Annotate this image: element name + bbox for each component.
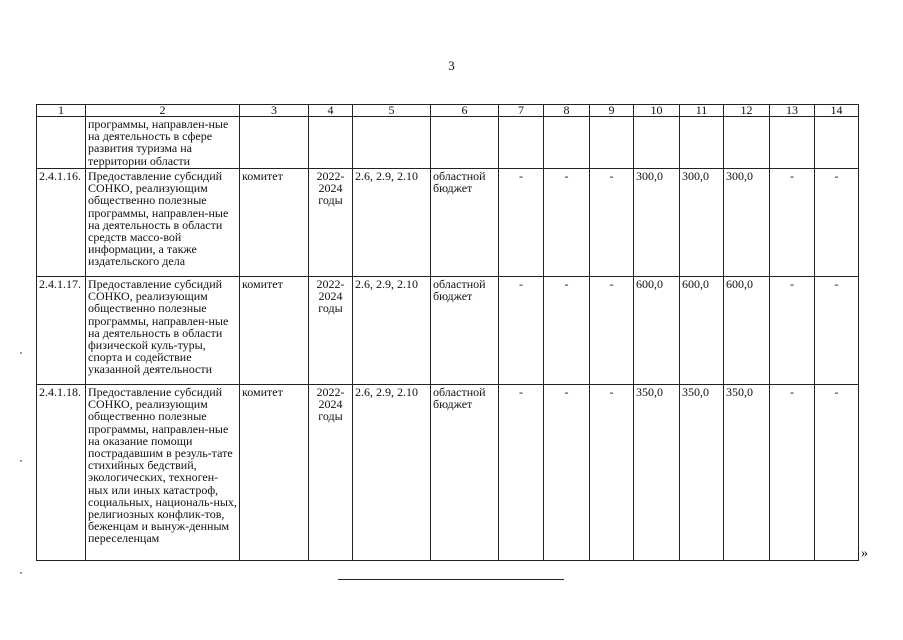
header-cell: 14: [815, 105, 859, 117]
header-cell: 12: [724, 105, 770, 117]
row-code: 2.4.1.18.: [37, 385, 86, 561]
header-cell: 5: [353, 105, 431, 117]
row-executor: комитет: [240, 385, 309, 561]
row-c14: -: [815, 385, 859, 561]
scan-speck: [20, 352, 22, 354]
row-c8: -: [544, 385, 590, 561]
row-c8: -: [544, 277, 590, 385]
row-c12: 300,0: [724, 169, 770, 277]
header-cell: 7: [499, 105, 544, 117]
row-c13: -: [770, 385, 815, 561]
header-cell: 6: [431, 105, 499, 117]
row-c11: 600,0: [680, 277, 724, 385]
row-refs: 2.6, 2.9, 2.10: [353, 277, 431, 385]
row-c10: 600,0: [634, 277, 680, 385]
row-description: Предоставление субсидий СОНКО, реализующим общественно полезные программы, направлен-ные на деятельность в области физической куль-туры, спорта и содействие указанной деятельности: [86, 277, 240, 385]
row-c9: -: [590, 169, 634, 277]
header-cell: 8: [544, 105, 590, 117]
row-c8: -: [544, 169, 590, 277]
row-c13: -: [770, 169, 815, 277]
row-refs: 2.6, 2.9, 2.10: [353, 169, 431, 277]
row-executor: комитет: [240, 277, 309, 385]
header-cell: 2: [86, 105, 240, 117]
row-description: Предоставление субсидий СОНКО, реализующим общественно полезные программы, направлен-ные на оказание помощи пострадавшим в резуль-тате стихийных бедствий, экологических, техноген-ных или иных катастроф, социальных, националь-ных, религиозных конфлик-тов, беженцам и вынуж-денным переселенцам: [86, 385, 240, 561]
row-c7: -: [499, 277, 544, 385]
row-c10: 300,0: [634, 169, 680, 277]
continuation-row: [37, 117, 859, 169]
row-source: областной бюджет: [431, 277, 499, 385]
row-c14: -: [815, 277, 859, 385]
header-cell: 13: [770, 105, 815, 117]
header-cell: 11: [680, 105, 724, 117]
row-c12: 600,0: [724, 277, 770, 385]
header-cell: 3: [240, 105, 309, 117]
row-c11: 350,0: [680, 385, 724, 561]
table-row: [37, 169, 859, 277]
row-c7: -: [499, 385, 544, 561]
header-cell: 10: [634, 105, 680, 117]
row-source: областной бюджет: [431, 169, 499, 277]
header-cell: 4: [309, 105, 353, 117]
row-c9: -: [590, 277, 634, 385]
budget-table: [36, 104, 859, 561]
closing-quote: »: [861, 546, 868, 561]
header-row: [37, 105, 859, 117]
row-refs: 2.6, 2.9, 2.10: [353, 385, 431, 561]
row-code: 2.4.1.16.: [37, 169, 86, 277]
footer-divider: [338, 579, 564, 580]
continuation-text: программы, направлен-ные на деятельность в сфере развития туризма на территории области: [86, 117, 240, 169]
row-period: 2022-2024 годы: [309, 169, 353, 277]
row-executor: комитет: [240, 169, 309, 277]
table-row: [37, 385, 859, 561]
header-cell: 1: [37, 105, 86, 117]
row-c7: -: [499, 169, 544, 277]
scan-speck: [20, 572, 22, 574]
header-cell: 9: [590, 105, 634, 117]
page-number: 3: [448, 58, 455, 73]
scan-speck: [20, 460, 22, 462]
table-row: [37, 277, 859, 385]
row-c12: 350,0: [724, 385, 770, 561]
row-code: 2.4.1.17.: [37, 277, 86, 385]
row-description: Предоставление субсидий СОНКО, реализующим общественно полезные программы, направлен-ные на деятельность в области средств массо-вой информации, а также издательского дела: [86, 169, 240, 277]
row-source: областной бюджет: [431, 385, 499, 561]
row-c9: -: [590, 385, 634, 561]
row-c11: 300,0: [680, 169, 724, 277]
row-c10: 350,0: [634, 385, 680, 561]
row-period: 2022-2024 годы: [309, 385, 353, 561]
row-period: 2022-2024 годы: [309, 277, 353, 385]
row-c13: -: [770, 277, 815, 385]
row-c14: -: [815, 169, 859, 277]
